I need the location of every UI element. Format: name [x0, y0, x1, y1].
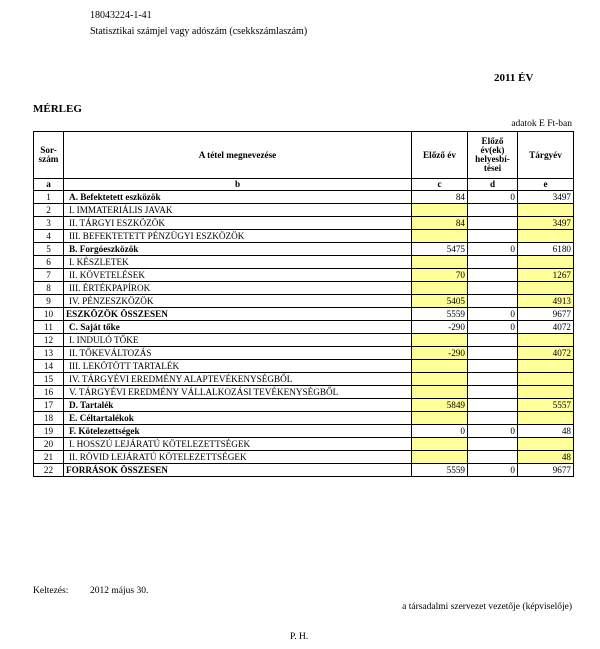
- table-row: [34, 386, 574, 399]
- row-prev-value[interactable]: [412, 438, 468, 451]
- table-row: [34, 282, 574, 295]
- row-prev-value: -290: [412, 321, 468, 334]
- table-body: [34, 191, 574, 477]
- col-header-adj: [468, 132, 518, 179]
- balance-sheet-table: [33, 131, 574, 477]
- row-name: A. Befektetett eszközök: [64, 191, 412, 204]
- table-row: [34, 399, 574, 412]
- row-name: II. KÖVETELÉSEK: [64, 269, 412, 282]
- row-name: D. Tartalék: [64, 399, 412, 412]
- row-prev-value: 0: [412, 425, 468, 438]
- row-adj-value: 0: [468, 191, 518, 204]
- row-prev-value[interactable]: 5849: [412, 399, 468, 412]
- row-name: IV. PÉNZESZKÖZÖK: [64, 295, 412, 308]
- row-number: 4: [34, 230, 64, 243]
- row-number: 15: [34, 373, 64, 386]
- row-adj-value: 0: [468, 425, 518, 438]
- row-prev-value[interactable]: [412, 373, 468, 386]
- col-header-name-text: A tétel megnevezése: [198, 149, 277, 160]
- row-prev-value[interactable]: [412, 451, 468, 464]
- table-row: [34, 230, 574, 243]
- row-prev-value[interactable]: [412, 334, 468, 347]
- row-name: II. TÁRGYI ESZKÖZÖK: [64, 217, 412, 230]
- row-number: 21: [34, 451, 64, 464]
- table-row: [34, 321, 574, 334]
- signatory-label: a társadalmi szervezet vezetője (képviselője): [402, 602, 572, 612]
- row-number: 11: [34, 321, 64, 334]
- report-year: 2011 ÉV: [494, 72, 534, 84]
- row-prev-value[interactable]: [412, 282, 468, 295]
- unit-label: adatok E Ft-ban: [511, 119, 572, 129]
- row-adj-value: 0: [468, 243, 518, 256]
- row-curr-value[interactable]: 4913: [518, 295, 574, 308]
- row-curr-value[interactable]: [518, 386, 574, 399]
- row-curr-value: 6180: [518, 243, 574, 256]
- row-adj-value: [468, 295, 518, 308]
- table-row: [34, 256, 574, 269]
- row-number: 16: [34, 386, 64, 399]
- row-curr-value[interactable]: 48: [518, 451, 574, 464]
- row-curr-value[interactable]: [518, 373, 574, 386]
- table-row: [34, 295, 574, 308]
- row-name: III. ÉRTÉKPAPÍROK: [64, 282, 412, 295]
- row-adj-value: [468, 412, 518, 425]
- col-header-prev: [412, 132, 468, 179]
- table-row: [34, 360, 574, 373]
- row-name: B. Forgóeszközök: [64, 243, 412, 256]
- row-name: I. HOSSZÚ LEJÁRATÚ KÖTELEZETTSÉGEK: [64, 438, 412, 451]
- row-number: 19: [34, 425, 64, 438]
- col-letter-e: e: [518, 179, 574, 191]
- row-name: I. IMMATERIÁLIS JAVAK: [64, 204, 412, 217]
- row-curr-value[interactable]: [518, 438, 574, 451]
- table-row: [34, 373, 574, 386]
- row-number: 9: [34, 295, 64, 308]
- row-name: II. RÖVID LEJÁRATÚ KÖTELEZETTSÉGEK: [64, 451, 412, 464]
- row-adj-value: [468, 230, 518, 243]
- table-row: [34, 243, 574, 256]
- col-letter-c: c: [412, 179, 468, 191]
- row-prev-value: 5559: [412, 464, 468, 477]
- row-adj-value: 0: [468, 464, 518, 477]
- table-row: [34, 451, 574, 464]
- row-curr-value[interactable]: [518, 282, 574, 295]
- table-row: [34, 269, 574, 282]
- row-name: E. Céltartalékok: [64, 412, 412, 425]
- row-number: 8: [34, 282, 64, 295]
- row-number: 14: [34, 360, 64, 373]
- row-number: 10: [34, 308, 64, 321]
- row-curr-value: 48: [518, 425, 574, 438]
- col-header-curr: [518, 132, 574, 179]
- table-row: [34, 412, 574, 425]
- row-name: V. TÁRGYÉVI EREDMÉNY VÁLLALKOZÁSI TEVÉKENYSÉGBŐL: [64, 386, 412, 399]
- col-header-sorszam: [34, 132, 64, 179]
- col-header-curr-text: Tárgyév: [529, 149, 562, 160]
- row-adj-value: [468, 451, 518, 464]
- table-row: [34, 204, 574, 217]
- row-adj-value: [468, 334, 518, 347]
- row-number: 18: [34, 412, 64, 425]
- row-name: F. Kötelezettségek: [64, 425, 412, 438]
- table-row: [34, 347, 574, 360]
- row-number: 13: [34, 347, 64, 360]
- col-header-sorszam-text: Sor- szám: [38, 145, 59, 164]
- row-adj-value: [468, 282, 518, 295]
- row-adj-value: 0: [468, 321, 518, 334]
- row-name: C. Saját tőke: [64, 321, 412, 334]
- col-letter-b: b: [64, 179, 412, 191]
- date-label: Keltezés:: [33, 586, 69, 596]
- row-curr-value: 9677: [518, 308, 574, 321]
- row-curr-value[interactable]: [518, 334, 574, 347]
- row-name: I. KÉSZLETEK: [64, 256, 412, 269]
- row-prev-value[interactable]: [412, 360, 468, 373]
- row-number: 1: [34, 191, 64, 204]
- col-header-adj-text: Előző év(ek) helyesbí- tései: [475, 136, 510, 173]
- row-curr-value[interactable]: [518, 412, 574, 425]
- row-adj-value: 0: [468, 308, 518, 321]
- row-name: III. BEFEKTETETT PÉNZÜGYI ESZKÖZÖK: [64, 230, 412, 243]
- row-prev-value[interactable]: 5405: [412, 295, 468, 308]
- row-prev-value[interactable]: [412, 230, 468, 243]
- row-curr-value: 9677: [518, 464, 574, 477]
- row-curr-value[interactable]: 3497: [518, 217, 574, 230]
- row-prev-value: 5475: [412, 243, 468, 256]
- table-row: [34, 464, 574, 477]
- table-row: [34, 334, 574, 347]
- row-number: 5: [34, 243, 64, 256]
- row-curr-value: 4072: [518, 321, 574, 334]
- ph-label: P. H.: [290, 632, 309, 642]
- row-adj-value: [468, 204, 518, 217]
- row-adj-value: [468, 347, 518, 360]
- row-curr-value[interactable]: 5557: [518, 399, 574, 412]
- row-name: ESZKÖZÖK ÖSSZESEN: [64, 308, 412, 321]
- row-number: 17: [34, 399, 64, 412]
- col-header-prev-text: Előző év: [423, 149, 456, 160]
- stat-number: 18043224-1-41: [90, 10, 152, 21]
- row-prev-value: 5559: [412, 308, 468, 321]
- table-row: [34, 191, 574, 204]
- row-number: 22: [34, 464, 64, 477]
- row-number: 12: [34, 334, 64, 347]
- stat-label: Statisztikai számjel vagy adószám (csekkszámlaszám): [90, 26, 308, 37]
- row-curr-value[interactable]: 1267: [518, 269, 574, 282]
- table-row: [34, 438, 574, 451]
- row-curr-value[interactable]: [518, 230, 574, 243]
- row-adj-value: [468, 217, 518, 230]
- row-adj-value: [468, 256, 518, 269]
- row-prev-value[interactable]: 84: [412, 217, 468, 230]
- table-row: [34, 217, 574, 230]
- col-letter-a: a: [34, 179, 64, 191]
- row-prev-value: 84: [412, 191, 468, 204]
- row-adj-value: [468, 386, 518, 399]
- row-number: 6: [34, 256, 64, 269]
- row-adj-value: [468, 360, 518, 373]
- row-number: 3: [34, 217, 64, 230]
- row-adj-value: [468, 269, 518, 282]
- date-value: 2012 május 30.: [90, 586, 149, 596]
- row-name: II. TŐKEVÁLTOZÁS: [64, 347, 412, 360]
- row-curr-value[interactable]: 4072: [518, 347, 574, 360]
- row-curr-value: 3497: [518, 191, 574, 204]
- row-adj-value: [468, 373, 518, 386]
- row-number: 2: [34, 204, 64, 217]
- row-number: 20: [34, 438, 64, 451]
- row-curr-value[interactable]: [518, 204, 574, 217]
- row-prev-value[interactable]: -290: [412, 347, 468, 360]
- row-curr-value[interactable]: [518, 256, 574, 269]
- col-letter-d: d: [468, 179, 518, 191]
- page-title: MÉRLEG: [33, 103, 82, 115]
- table-row: [34, 308, 574, 321]
- row-prev-value[interactable]: [412, 412, 468, 425]
- row-name: FORRÁSOK ÖSSZESEN: [64, 464, 412, 477]
- row-adj-value: [468, 399, 518, 412]
- row-prev-value[interactable]: [412, 256, 468, 269]
- col-header-name: [64, 132, 412, 179]
- table-row: [34, 425, 574, 438]
- row-number: 7: [34, 269, 64, 282]
- row-curr-value[interactable]: [518, 360, 574, 373]
- row-adj-value: [468, 438, 518, 451]
- row-name: III. LEKÖTÖTT TARTALÉK: [64, 360, 412, 373]
- row-prev-value[interactable]: 70: [412, 269, 468, 282]
- row-name: IV. TÁRGYÉVI EREDMÉNY ALAPTEVÉKENYSÉGBŐL: [64, 373, 412, 386]
- row-prev-value[interactable]: [412, 204, 468, 217]
- row-name: I. INDULÓ TŐKE: [64, 334, 412, 347]
- row-prev-value[interactable]: [412, 386, 468, 399]
